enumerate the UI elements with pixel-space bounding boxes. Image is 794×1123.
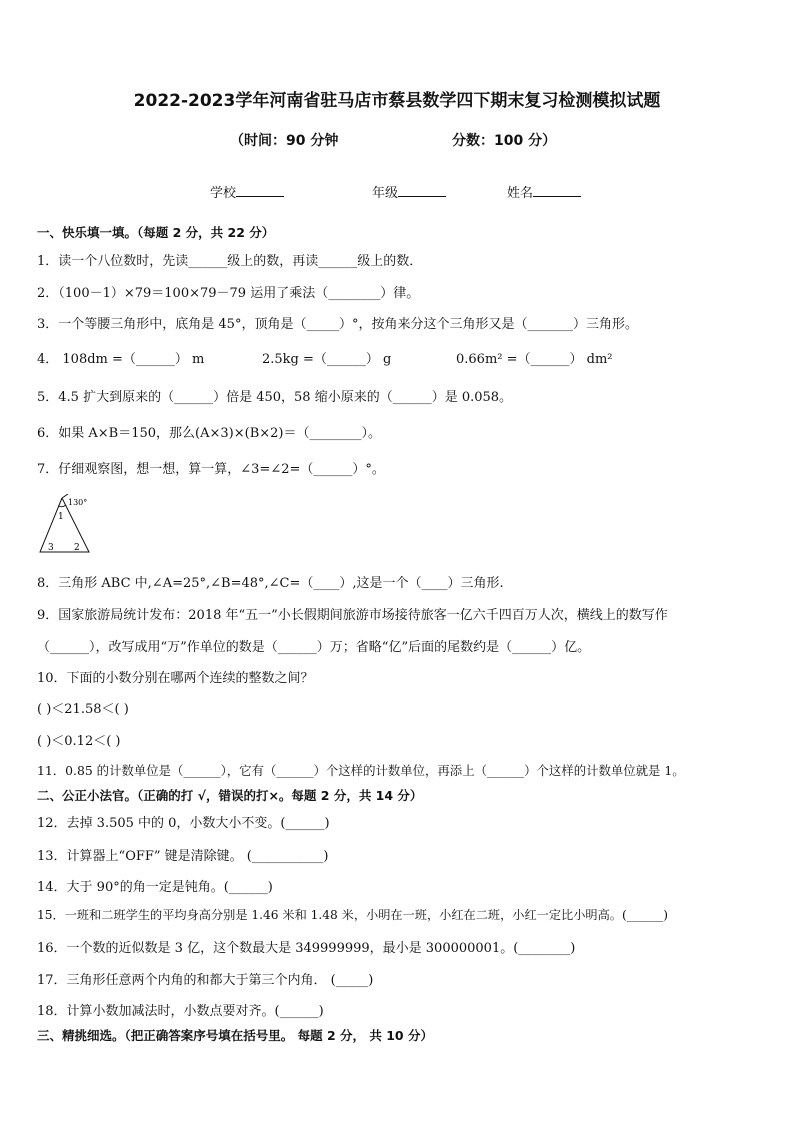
question-1: 1．读一个八位数时，先读______级上的数，再读______级上的数． — [37, 254, 423, 269]
grade-field[interactable] — [372, 182, 446, 201]
question-17: 17．三角形任意两个内角的和都大于第三个内角． (_____) — [37, 973, 374, 988]
question-10b: ( )＜0.12＜( ) — [37, 734, 121, 749]
question-10a: ( )＜21.58＜( ) — [37, 702, 129, 717]
grade-label: 年级 — [372, 186, 399, 201]
question-8: 8．三角形 ABC 中,∠A=25°,∠B=48°,∠C=（____）,这是一个（____）三角形. — [37, 576, 504, 591]
question-11: 11．0.85 的计数单位是（______），它有（______）个这样的计数单位，再添上（______）个这样的计数单位就是 1。 — [37, 763, 685, 778]
section-1-heading: 一、快乐填一填。（每题 2 分，共 22 分） — [37, 225, 275, 240]
time-label: （时间：90 分钟 — [230, 133, 339, 149]
question-6: 6．如果 A×B＝150，那么(A×3)×(B×2)＝（________）。 — [37, 426, 381, 441]
question-12: 12．去掉 3.505 中的 0，小数大小不变。(______) — [37, 816, 330, 831]
question-16: 16．一个数的近似数是 3 亿，这个数最大是 349999999，最小是 300000001。(________) — [37, 941, 576, 956]
question-9b: （______），改写成用“万”作单位的数是（______）万；省略“亿”后面的尾数约是（______）亿。 — [37, 640, 591, 655]
name-blank[interactable] — [533, 183, 581, 197]
question-15: 15．一班和二班学生的平均身高分别是 1.46 米和 1.48 米，小明在一班，小红在二班，小红一定比小明高。(______) — [37, 908, 669, 922]
school-blank[interactable] — [236, 183, 284, 197]
score-label: 分数：100 分） — [452, 133, 557, 149]
grade-blank[interactable] — [398, 183, 446, 197]
page-title: 2022-2023学年河南省驻马店市蔡县数学四下期末复习检测模拟试题 — [133, 91, 661, 111]
name-label: 姓名 — [507, 186, 534, 201]
question-4a: 4． 108dm =（______） m — [37, 352, 205, 367]
angle-2-label: 2 — [74, 543, 80, 553]
question-2: 2．（100－1）×79＝100×79－79 运用了乘法（________）律。 — [37, 286, 420, 301]
question-13: 13．计算器上“OFF” 键是清除键。 (___________) — [37, 849, 329, 864]
question-10: 10．下面的小数分别在哪两个连续的整数之间？ — [37, 671, 314, 686]
question-7: 7．仔细观察图，想一想，算一算，∠3=∠2=（______）°。 — [37, 462, 385, 477]
section-3-heading: 三、精挑细选。（把正确答案序号填在括号里。 每题 2 分， 共 10 分） — [37, 1028, 433, 1043]
question-18: 18．计算小数加减法时，小数点要对齐。(______) — [37, 1004, 324, 1019]
name-field[interactable] — [507, 182, 581, 201]
angle-3-label: 3 — [48, 543, 54, 553]
question-5: 5．4.5 扩大到原来的（______）倍是 450，58 缩小原来的（______）是 0.058。 — [37, 390, 513, 405]
question-4b: 2.5kg =（______） g — [262, 352, 392, 367]
school-field[interactable] — [210, 182, 284, 201]
question-14: 14．大于 90°的角一定是钝角。(______) — [37, 880, 273, 895]
question-3: 3．一个等腰三角形中，底角是 45°，顶角是（_____）°，按角来分这个三角形又是（_______）三角形。 — [37, 317, 638, 332]
question-4c: 0.66m² =（______） dm² — [456, 352, 613, 367]
triangle-figure — [38, 494, 98, 556]
school-label: 学校 — [210, 186, 237, 201]
section-2-heading: 二、公正小法官。（正确的打 √，错误的打×。每题 2 分，共 14 分） — [37, 788, 423, 803]
angle-130-label: 130° — [68, 498, 88, 507]
angle-1-label: 1 — [58, 512, 64, 522]
question-9a: 9．国家旅游局统计发布：2018 年“五一”小长假期间旅游市场接待旅客一亿六千四百万人次，横线上的数写作 — [37, 608, 668, 623]
